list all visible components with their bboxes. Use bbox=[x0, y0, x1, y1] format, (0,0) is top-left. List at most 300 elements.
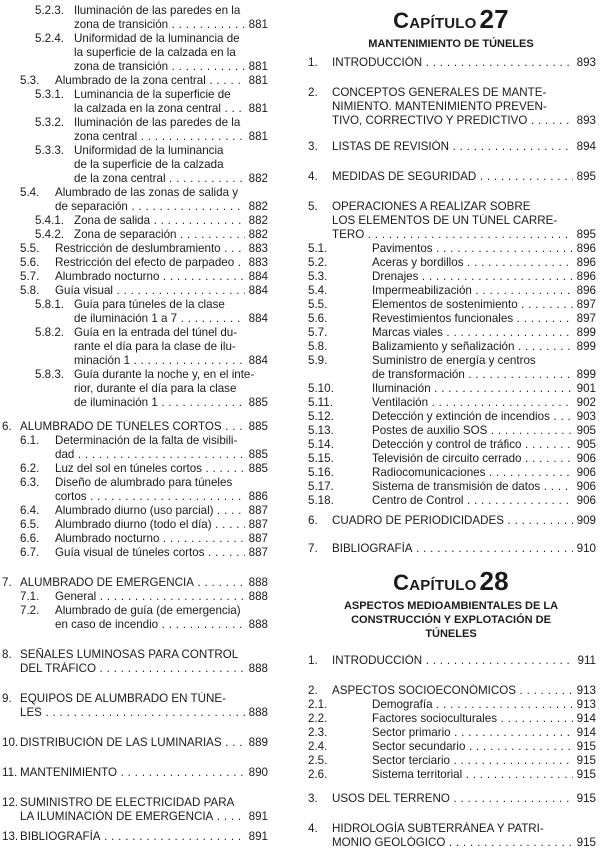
entry-title-line: Postes de auxilio SOS . . . bbox=[372, 424, 596, 438]
entry-title-line: Restricción del efecto de parpadeo . . . bbox=[55, 256, 268, 270]
toc-entry[interactable] bbox=[306, 242, 596, 256]
entry-page-number: 915 bbox=[573, 792, 596, 806]
entry-page-number: 913 bbox=[573, 698, 596, 712]
toc-entry[interactable] bbox=[306, 200, 596, 242]
entry-number: 5.14. bbox=[308, 438, 334, 451]
toc-entry[interactable] bbox=[306, 452, 596, 466]
entry-title-line: de transformación . . . bbox=[372, 368, 596, 382]
entry-page-number: 893 bbox=[573, 56, 596, 70]
entry-title-line: ASPECTOS SOCIOECONÓMICOS . . . bbox=[332, 684, 596, 698]
entry-number: 5.4.2. bbox=[35, 228, 65, 241]
toc-entry[interactable] bbox=[0, 576, 268, 590]
entry-page-number: 906 bbox=[573, 480, 596, 494]
entry-title-line: Alumbrado diurno (uso parcial) . . . bbox=[55, 504, 268, 518]
entry-title-line: Detección y control de tráfico . . . bbox=[372, 438, 596, 452]
entry-title-line: General . . . bbox=[55, 590, 268, 604]
toc-entry[interactable] bbox=[0, 546, 268, 560]
entry-page-number: 911 bbox=[574, 654, 596, 668]
entry-title-line: Suministro de energía y centros bbox=[372, 354, 536, 367]
entry-title-line: Determinación de la falta de visibili- bbox=[55, 434, 238, 447]
toc-entry[interactable] bbox=[306, 712, 596, 726]
entry-number: 5.2.3. bbox=[35, 4, 65, 17]
toc-entry[interactable] bbox=[306, 754, 596, 768]
entry-number: 5.7. bbox=[20, 270, 40, 283]
entry-page-number: 884 bbox=[245, 354, 268, 368]
entry-number: 2.6. bbox=[308, 768, 328, 781]
entry-number: 6.2. bbox=[20, 462, 40, 475]
chapter-subtitle-line: TÚNELES bbox=[425, 628, 477, 640]
chapter-subtitle-line: CONSTRUCCIÓN Y EXPLOTACIÓN DE bbox=[351, 614, 551, 626]
entry-title-line: Revestimientos funcionales . . . bbox=[372, 312, 596, 326]
entry-title-line: Zona de salida . . . bbox=[74, 214, 268, 228]
entry-number: 6. bbox=[308, 514, 318, 527]
entry-page-number: 894 bbox=[573, 140, 596, 154]
entry-page-number: 884 bbox=[245, 284, 268, 298]
toc-entry[interactable] bbox=[0, 830, 268, 844]
entry-page-number: 913 bbox=[573, 684, 596, 698]
toc-entry[interactable] bbox=[306, 354, 596, 382]
entry-title-line: LES . . . bbox=[20, 706, 268, 720]
toc-entry[interactable] bbox=[0, 434, 268, 462]
entry-number: 5.11. bbox=[308, 396, 333, 409]
toc-entry[interactable] bbox=[306, 410, 596, 424]
entry-title-line: ALUMBRADO DE EMERGENCIA . . . bbox=[20, 576, 268, 590]
entry-page-number: 893 bbox=[573, 114, 596, 128]
entry-number: 5.2. bbox=[308, 256, 328, 269]
toc-entry[interactable] bbox=[306, 726, 596, 740]
chapter-number: 28 bbox=[479, 566, 509, 596]
entry-title-line: Televisión de circuito cerrado . . . bbox=[372, 452, 596, 466]
entry-title-line: Guía durante la noche y, en el inte- bbox=[74, 368, 255, 381]
entry-title-line: de separación . . . bbox=[55, 200, 268, 214]
toc-entry[interactable] bbox=[306, 822, 596, 850]
entry-title-line: Zona de separación . . . bbox=[74, 228, 268, 242]
entry-title-line: Sistema territorial . . . bbox=[372, 768, 596, 782]
entry-page-number: 888 bbox=[245, 662, 268, 676]
entry-page-number: 884 bbox=[245, 312, 268, 326]
entry-title-line: Guía visual de túneles cortos . . . bbox=[55, 546, 268, 560]
entry-page-number: 885 bbox=[245, 448, 268, 462]
entry-number: 5.8. bbox=[308, 340, 328, 353]
toc-entry[interactable] bbox=[0, 32, 268, 74]
entry-page-number: 902 bbox=[573, 396, 596, 410]
toc-entry[interactable] bbox=[0, 256, 268, 270]
entry-number: 2.1. bbox=[308, 698, 328, 711]
entry-number: 9. bbox=[2, 692, 12, 705]
entry-number: 5.17. bbox=[308, 480, 334, 493]
entry-page-number: 882 bbox=[245, 200, 268, 214]
toc-entry[interactable] bbox=[306, 256, 596, 270]
entry-title-line: Luz del sol en túneles cortos . . . bbox=[55, 462, 268, 476]
entry-title-line: HIDROLOGÍA SUBTERRÁNEA Y PATRI- bbox=[332, 822, 544, 835]
entry-number: 5.6. bbox=[20, 256, 40, 269]
entry-title-line: CUADRO DE PERIODICIDADES . . . bbox=[332, 514, 596, 528]
toc-entry[interactable] bbox=[0, 326, 268, 368]
chapter-word-initial: C bbox=[393, 570, 410, 595]
entry-number: 5.4. bbox=[20, 186, 40, 199]
entry-number: 12. bbox=[2, 796, 19, 809]
entry-title-line: Impermeabilización . . . bbox=[372, 284, 596, 298]
toc-entry[interactable] bbox=[0, 214, 268, 228]
entry-page-number: 903 bbox=[573, 410, 596, 424]
entry-page-number: 896 bbox=[573, 284, 596, 298]
toc-entry[interactable] bbox=[0, 648, 268, 676]
entry-number: 6.3. bbox=[20, 476, 40, 489]
chapter-word-rest: APÍTULO bbox=[409, 577, 477, 594]
entry-number: 5.12. bbox=[308, 410, 334, 423]
entry-title-line: Sistema de transmisión de datos . . . bbox=[372, 480, 596, 494]
entry-page-number: 888 bbox=[245, 576, 268, 590]
entry-page-number: 891 bbox=[245, 810, 268, 824]
entry-number: 8. bbox=[2, 648, 12, 661]
entry-title-line: zona central . . . bbox=[74, 130, 268, 144]
entry-page-number: 899 bbox=[573, 368, 596, 382]
entry-title-line: BIBLIOGRAFÍA . . . bbox=[20, 830, 268, 844]
toc-entry[interactable] bbox=[306, 86, 596, 128]
toc-entry[interactable] bbox=[306, 56, 596, 70]
entry-page-number: 906 bbox=[573, 466, 596, 480]
chapter-title bbox=[306, 568, 596, 599]
entry-title-line: de iluminación 1 . . . bbox=[74, 396, 268, 410]
entry-number: 5.6. bbox=[308, 312, 328, 325]
entry-title-line: de iluminación 1 a 7 . . . bbox=[74, 312, 268, 326]
entry-number: 2.4. bbox=[308, 740, 328, 753]
entry-page-number: 885 bbox=[245, 420, 268, 434]
entry-number: 5.9. bbox=[308, 354, 328, 367]
entry-title-line: BIBLIOGRAFÍA . . . bbox=[332, 542, 596, 556]
entry-title-line: Centro de Control . . . bbox=[372, 494, 596, 508]
toc-entry[interactable] bbox=[306, 284, 596, 298]
entry-number: 5.16. bbox=[308, 466, 334, 479]
toc-entry[interactable] bbox=[0, 532, 268, 546]
entry-number: 5.3.2. bbox=[35, 116, 65, 129]
toc-entry[interactable] bbox=[306, 514, 596, 528]
entry-title-line: USOS DEL TERRENO . . . bbox=[332, 792, 596, 806]
entry-title-line: LA ILUMINACIÓN DE EMERGENCIA . . . bbox=[20, 810, 268, 824]
entry-page-number: 887 bbox=[245, 504, 268, 518]
entry-number: 13. bbox=[2, 830, 19, 843]
entry-page-number: 915 bbox=[573, 836, 596, 850]
entry-page-number: 881 bbox=[245, 18, 268, 32]
entry-number: 5.1. bbox=[308, 242, 328, 255]
toc-entry[interactable] bbox=[0, 116, 268, 144]
entry-title-line: Iluminación de las paredes de la bbox=[74, 116, 241, 129]
entry-number: 5.5. bbox=[20, 242, 40, 255]
toc-entry[interactable] bbox=[306, 466, 596, 480]
entry-title-line: Factores socioculturales . . . bbox=[372, 712, 596, 726]
entry-title-line: Sector primario . . . bbox=[372, 726, 596, 740]
entry-page-number: 906 bbox=[573, 494, 596, 508]
entry-title-line: dad . . . bbox=[55, 448, 268, 462]
entry-page-number: 887 bbox=[245, 546, 268, 560]
entry-title-line: Sector terciario . . . bbox=[372, 754, 596, 768]
entry-number: 5.13. bbox=[308, 424, 334, 437]
entry-title-line: Marcas viales . . . bbox=[372, 326, 596, 340]
entry-number: 7.2. bbox=[20, 604, 40, 617]
entry-page-number: 882 bbox=[245, 228, 268, 242]
entry-number: 5.18. bbox=[308, 494, 334, 507]
entry-number: 5. bbox=[308, 200, 318, 213]
entry-page-number: 901 bbox=[573, 382, 596, 396]
entry-number: 5.4. bbox=[308, 284, 328, 297]
toc-entry[interactable] bbox=[0, 144, 268, 186]
entry-page-number: 881 bbox=[245, 102, 268, 116]
entry-title-line: DEL TRÁFICO . . . bbox=[20, 662, 268, 676]
chapter-heading bbox=[306, 6, 596, 51]
entry-page-number: 896 bbox=[573, 256, 596, 270]
toc-entry[interactable] bbox=[306, 396, 596, 410]
entry-number: 2. bbox=[308, 684, 318, 697]
entry-page-number: 888 bbox=[245, 706, 268, 720]
entry-page-number: 883 bbox=[245, 242, 268, 256]
entry-number: 5.15. bbox=[308, 452, 334, 465]
entry-page-number: 885 bbox=[245, 396, 268, 410]
entry-page-number: 881 bbox=[245, 130, 268, 144]
toc-entry[interactable] bbox=[306, 424, 596, 438]
toc-entry[interactable] bbox=[306, 740, 596, 754]
entry-page-number: 914 bbox=[573, 712, 596, 726]
toc-entry[interactable] bbox=[306, 326, 596, 340]
entry-title-line: la calzada en la zona central . . . bbox=[74, 102, 268, 116]
entry-title-line: Balizamiento y señalización . . . bbox=[372, 340, 596, 354]
toc-entry[interactable] bbox=[0, 736, 268, 750]
entry-title-line: LOS ELEMENTOS DE UN TÚNEL CARRE- bbox=[332, 214, 558, 227]
entry-page-number: 882 bbox=[245, 214, 268, 228]
toc-entry[interactable] bbox=[306, 684, 596, 698]
entry-title-line: Ventilación . . . bbox=[372, 396, 596, 410]
toc-entry[interactable] bbox=[0, 88, 268, 116]
entry-title-line: Luminancia de la superficie de bbox=[74, 88, 231, 101]
entry-number: 1. bbox=[308, 56, 318, 69]
entry-number: 5.3.3. bbox=[35, 144, 65, 157]
toc-entry[interactable] bbox=[0, 476, 268, 504]
entry-page-number: 885 bbox=[245, 462, 268, 476]
toc-entry[interactable] bbox=[0, 4, 268, 32]
toc-entry[interactable] bbox=[0, 604, 268, 632]
toc-entry[interactable] bbox=[0, 766, 268, 780]
entry-number: 2.2. bbox=[308, 712, 328, 725]
entry-number: 5.8. bbox=[20, 284, 40, 297]
entry-title-line: Elementos de sostenimiento . . . bbox=[372, 298, 596, 312]
entry-title-line: Sector secundario . . . bbox=[372, 740, 596, 754]
entry-page-number: 883 bbox=[245, 256, 268, 270]
entry-number: 5.3. bbox=[308, 270, 328, 283]
toc-entry[interactable] bbox=[306, 542, 596, 556]
entry-page-number: 889 bbox=[245, 736, 268, 750]
toc-entry[interactable] bbox=[0, 228, 268, 242]
entry-page-number: 881 bbox=[245, 60, 268, 74]
entry-title-line: de la superficie de la calzada bbox=[74, 158, 224, 171]
entry-title-line: rante el día para la clase de ilu- bbox=[74, 340, 236, 353]
entry-page-number: 915 bbox=[573, 740, 596, 754]
entry-page-number: 888 bbox=[245, 618, 268, 632]
entry-page-number: 888 bbox=[245, 590, 268, 604]
toc-entry[interactable] bbox=[0, 270, 268, 284]
entry-number: 5.7. bbox=[308, 326, 328, 339]
entry-title-line: en caso de incendio . . . bbox=[55, 618, 268, 632]
toc-entry[interactable] bbox=[0, 518, 268, 532]
entry-title-line: Guía visual . . . bbox=[55, 284, 268, 298]
entry-title-line: Guía para túneles de la clase bbox=[74, 298, 225, 311]
toc-entry[interactable] bbox=[0, 504, 268, 518]
chapter-number: 27 bbox=[479, 4, 509, 34]
entry-number: 2. bbox=[308, 86, 318, 99]
toc-entry[interactable] bbox=[306, 298, 596, 312]
entry-number: 6.5. bbox=[20, 518, 40, 531]
toc-entry[interactable] bbox=[0, 284, 268, 298]
entry-number: 6. bbox=[2, 420, 12, 433]
entry-number: 5.8.2. bbox=[35, 326, 65, 339]
entry-title-line: DISTRIBUCIÓN DE LAS LUMINARIAS . . . bbox=[20, 736, 268, 750]
entry-title-line: Detección y extinción de incendios . . . bbox=[372, 410, 596, 424]
entry-page-number: 891 bbox=[245, 830, 268, 844]
entry-title-line: Alumbrado nocturno . . . bbox=[55, 270, 268, 284]
entry-title-line: minación 1 . . . bbox=[74, 354, 268, 368]
toc-entry[interactable] bbox=[0, 420, 268, 434]
toc-entry[interactable] bbox=[306, 494, 596, 508]
entry-number: 5.8.1. bbox=[35, 298, 65, 311]
entry-title-line: rior, durante el día para la clase bbox=[74, 382, 237, 395]
entry-page-number: 914 bbox=[573, 726, 596, 740]
entry-title-line: Pavimentos . . . bbox=[372, 242, 596, 256]
entry-title-line: cortos . . . bbox=[55, 490, 268, 504]
chapter-subtitle-line: MANTENIMIENTO DE TÚNELES bbox=[368, 38, 534, 50]
toc-entry[interactable] bbox=[0, 796, 268, 824]
entry-number: 2.3. bbox=[308, 726, 328, 739]
entry-page-number: 899 bbox=[573, 340, 596, 354]
toc-entry[interactable] bbox=[0, 298, 268, 326]
entry-page-number: 915 bbox=[573, 754, 596, 768]
toc-entry[interactable] bbox=[306, 382, 596, 396]
entry-title-line: zona de transición . . . bbox=[74, 18, 268, 32]
entry-page-number: 890 bbox=[245, 766, 268, 780]
toc-entry[interactable] bbox=[0, 590, 268, 604]
entry-title-line: ALUMBRADO DE TÚNELES CORTOS . . . bbox=[20, 420, 268, 434]
toc-entry[interactable] bbox=[0, 692, 268, 720]
entry-title-line: SEÑALES LUMINOSAS PARA CONTROL bbox=[20, 648, 239, 661]
entry-title-line: Uniformidad de la luminancia de bbox=[74, 32, 240, 45]
chapter-word-rest: APÍTULO bbox=[409, 15, 477, 32]
entry-title-line: Alumbrado diurno (todo el día) . . . bbox=[55, 518, 268, 532]
entry-title-line: CONCEPTOS GENERALES DE MANTE- bbox=[332, 86, 547, 99]
entry-title-line: Guía en la entrada del túnel du- bbox=[74, 326, 238, 339]
toc-entry[interactable] bbox=[306, 768, 596, 782]
entry-number: 6.6. bbox=[20, 532, 40, 545]
entry-page-number: 897 bbox=[573, 298, 596, 312]
toc-entry[interactable] bbox=[306, 140, 596, 154]
entry-page-number: 895 bbox=[573, 228, 596, 242]
entry-title-line: la superficie de la calzada en la bbox=[74, 46, 236, 59]
toc-entry[interactable] bbox=[306, 438, 596, 452]
entry-number: 4. bbox=[308, 822, 318, 835]
entry-page-number: 910 bbox=[573, 542, 596, 556]
entry-number: 5.10. bbox=[308, 382, 334, 395]
toc-entry[interactable] bbox=[306, 340, 596, 354]
entry-number: 7. bbox=[2, 576, 12, 589]
toc-entry[interactable] bbox=[306, 270, 596, 284]
entry-page-number: 887 bbox=[245, 532, 268, 546]
entry-number: 11. bbox=[2, 766, 18, 779]
entry-title-line: SUMINISTRO DE ELECTRICIDAD PARA bbox=[20, 796, 235, 809]
entry-title-line: Iluminación . . . bbox=[372, 382, 596, 396]
entry-title-line: MANTENIMIENTO . . . bbox=[20, 766, 268, 780]
entry-number: 3. bbox=[308, 140, 318, 153]
entry-number: 7.1. bbox=[20, 590, 40, 603]
entry-title-line: Aceras y bordillos . . . bbox=[372, 256, 596, 270]
entry-number: 10. bbox=[2, 736, 19, 749]
entry-title-line: NIMIENTO. MANTENIMIENTO PREVEN- bbox=[332, 100, 547, 113]
toc-entry[interactable] bbox=[306, 698, 596, 712]
entry-number: 3. bbox=[308, 792, 318, 805]
entry-page-number: 905 bbox=[573, 438, 596, 452]
entry-number: 2.5. bbox=[308, 754, 328, 767]
entry-number: 5.5. bbox=[308, 298, 328, 311]
entry-title-line: zona de transición . . . bbox=[74, 60, 268, 74]
entry-page-number: 886 bbox=[245, 490, 268, 504]
entry-title-line: Alumbrado de las zonas de salida y bbox=[55, 186, 239, 199]
entry-number: 5.8.3. bbox=[35, 368, 65, 381]
entry-title-line: Alumbrado de la zona central . . . bbox=[55, 74, 268, 88]
entry-title-line: INTRODUCCIÓN . . . bbox=[332, 654, 596, 668]
toc-entry[interactable] bbox=[0, 368, 268, 410]
toc-entry[interactable] bbox=[306, 170, 596, 184]
entry-page-number: 896 bbox=[573, 270, 596, 284]
entry-title-line: MONIO GEOLÓGICO . . . bbox=[332, 836, 596, 850]
toc-entry[interactable] bbox=[306, 792, 596, 806]
entry-page-number: 896 bbox=[573, 242, 596, 256]
entry-number: 5.2.4. bbox=[35, 32, 65, 45]
toc-entry[interactable] bbox=[306, 480, 596, 494]
entry-page-number: 909 bbox=[573, 514, 596, 528]
entry-title-line: Restricción de deslumbramiento . . . bbox=[55, 242, 268, 256]
entry-page-number: 897 bbox=[573, 312, 596, 326]
entry-number: 6.1. bbox=[20, 434, 40, 447]
entry-title-line: Alumbrado nocturno . . . bbox=[55, 532, 268, 546]
entry-page-number: 915 bbox=[573, 768, 596, 782]
entry-title-line: de la zona central . . . bbox=[74, 172, 268, 186]
entry-title-line: MEDIDAS DE SEGURIDAD . . . bbox=[332, 170, 596, 184]
entry-number: 5.3. bbox=[20, 74, 40, 87]
toc-entry[interactable] bbox=[0, 242, 268, 256]
entry-title-line: INTRODUCCIÓN . . . bbox=[332, 56, 596, 70]
entry-page-number: 899 bbox=[573, 326, 596, 340]
entry-page-number: 884 bbox=[245, 270, 268, 284]
entry-title-line: TIVO, CORRECTIVO Y PREDICTIVO . . . bbox=[332, 114, 596, 128]
entry-title-line: Demografía . . . bbox=[372, 698, 596, 712]
entry-number: 5.4.1. bbox=[35, 214, 65, 227]
toc-entry[interactable] bbox=[0, 462, 268, 476]
entry-number: 1. bbox=[308, 654, 318, 667]
toc-entry[interactable] bbox=[306, 654, 596, 668]
entry-title-line: LISTAS DE REVISIÓN . . . bbox=[332, 140, 596, 154]
entry-number: 4. bbox=[308, 170, 318, 183]
entry-title-line: Radiocomunicaciones . . . bbox=[372, 466, 596, 480]
entry-title-line: Diseño de alumbrado para túneles bbox=[55, 476, 233, 489]
entry-page-number: 905 bbox=[573, 424, 596, 438]
entry-title-line: OPERACIONES A REALIZAR SOBRE bbox=[332, 200, 531, 213]
entry-page-number: 882 bbox=[245, 172, 268, 186]
chapter-heading bbox=[306, 568, 596, 641]
toc-entry[interactable] bbox=[0, 186, 268, 214]
chapter-word-initial: C bbox=[393, 8, 410, 33]
entry-title-line: EQUIPOS DE ALUMBRADO EN TÚNE- bbox=[20, 692, 226, 705]
entry-page-number: 887 bbox=[245, 518, 268, 532]
toc-entry[interactable] bbox=[0, 74, 268, 88]
toc-entry[interactable] bbox=[306, 312, 596, 326]
entry-title-line: Uniformidad de la luminancia bbox=[74, 144, 224, 157]
entry-number: 6.4. bbox=[20, 504, 40, 517]
entry-page-number: 895 bbox=[573, 170, 596, 184]
